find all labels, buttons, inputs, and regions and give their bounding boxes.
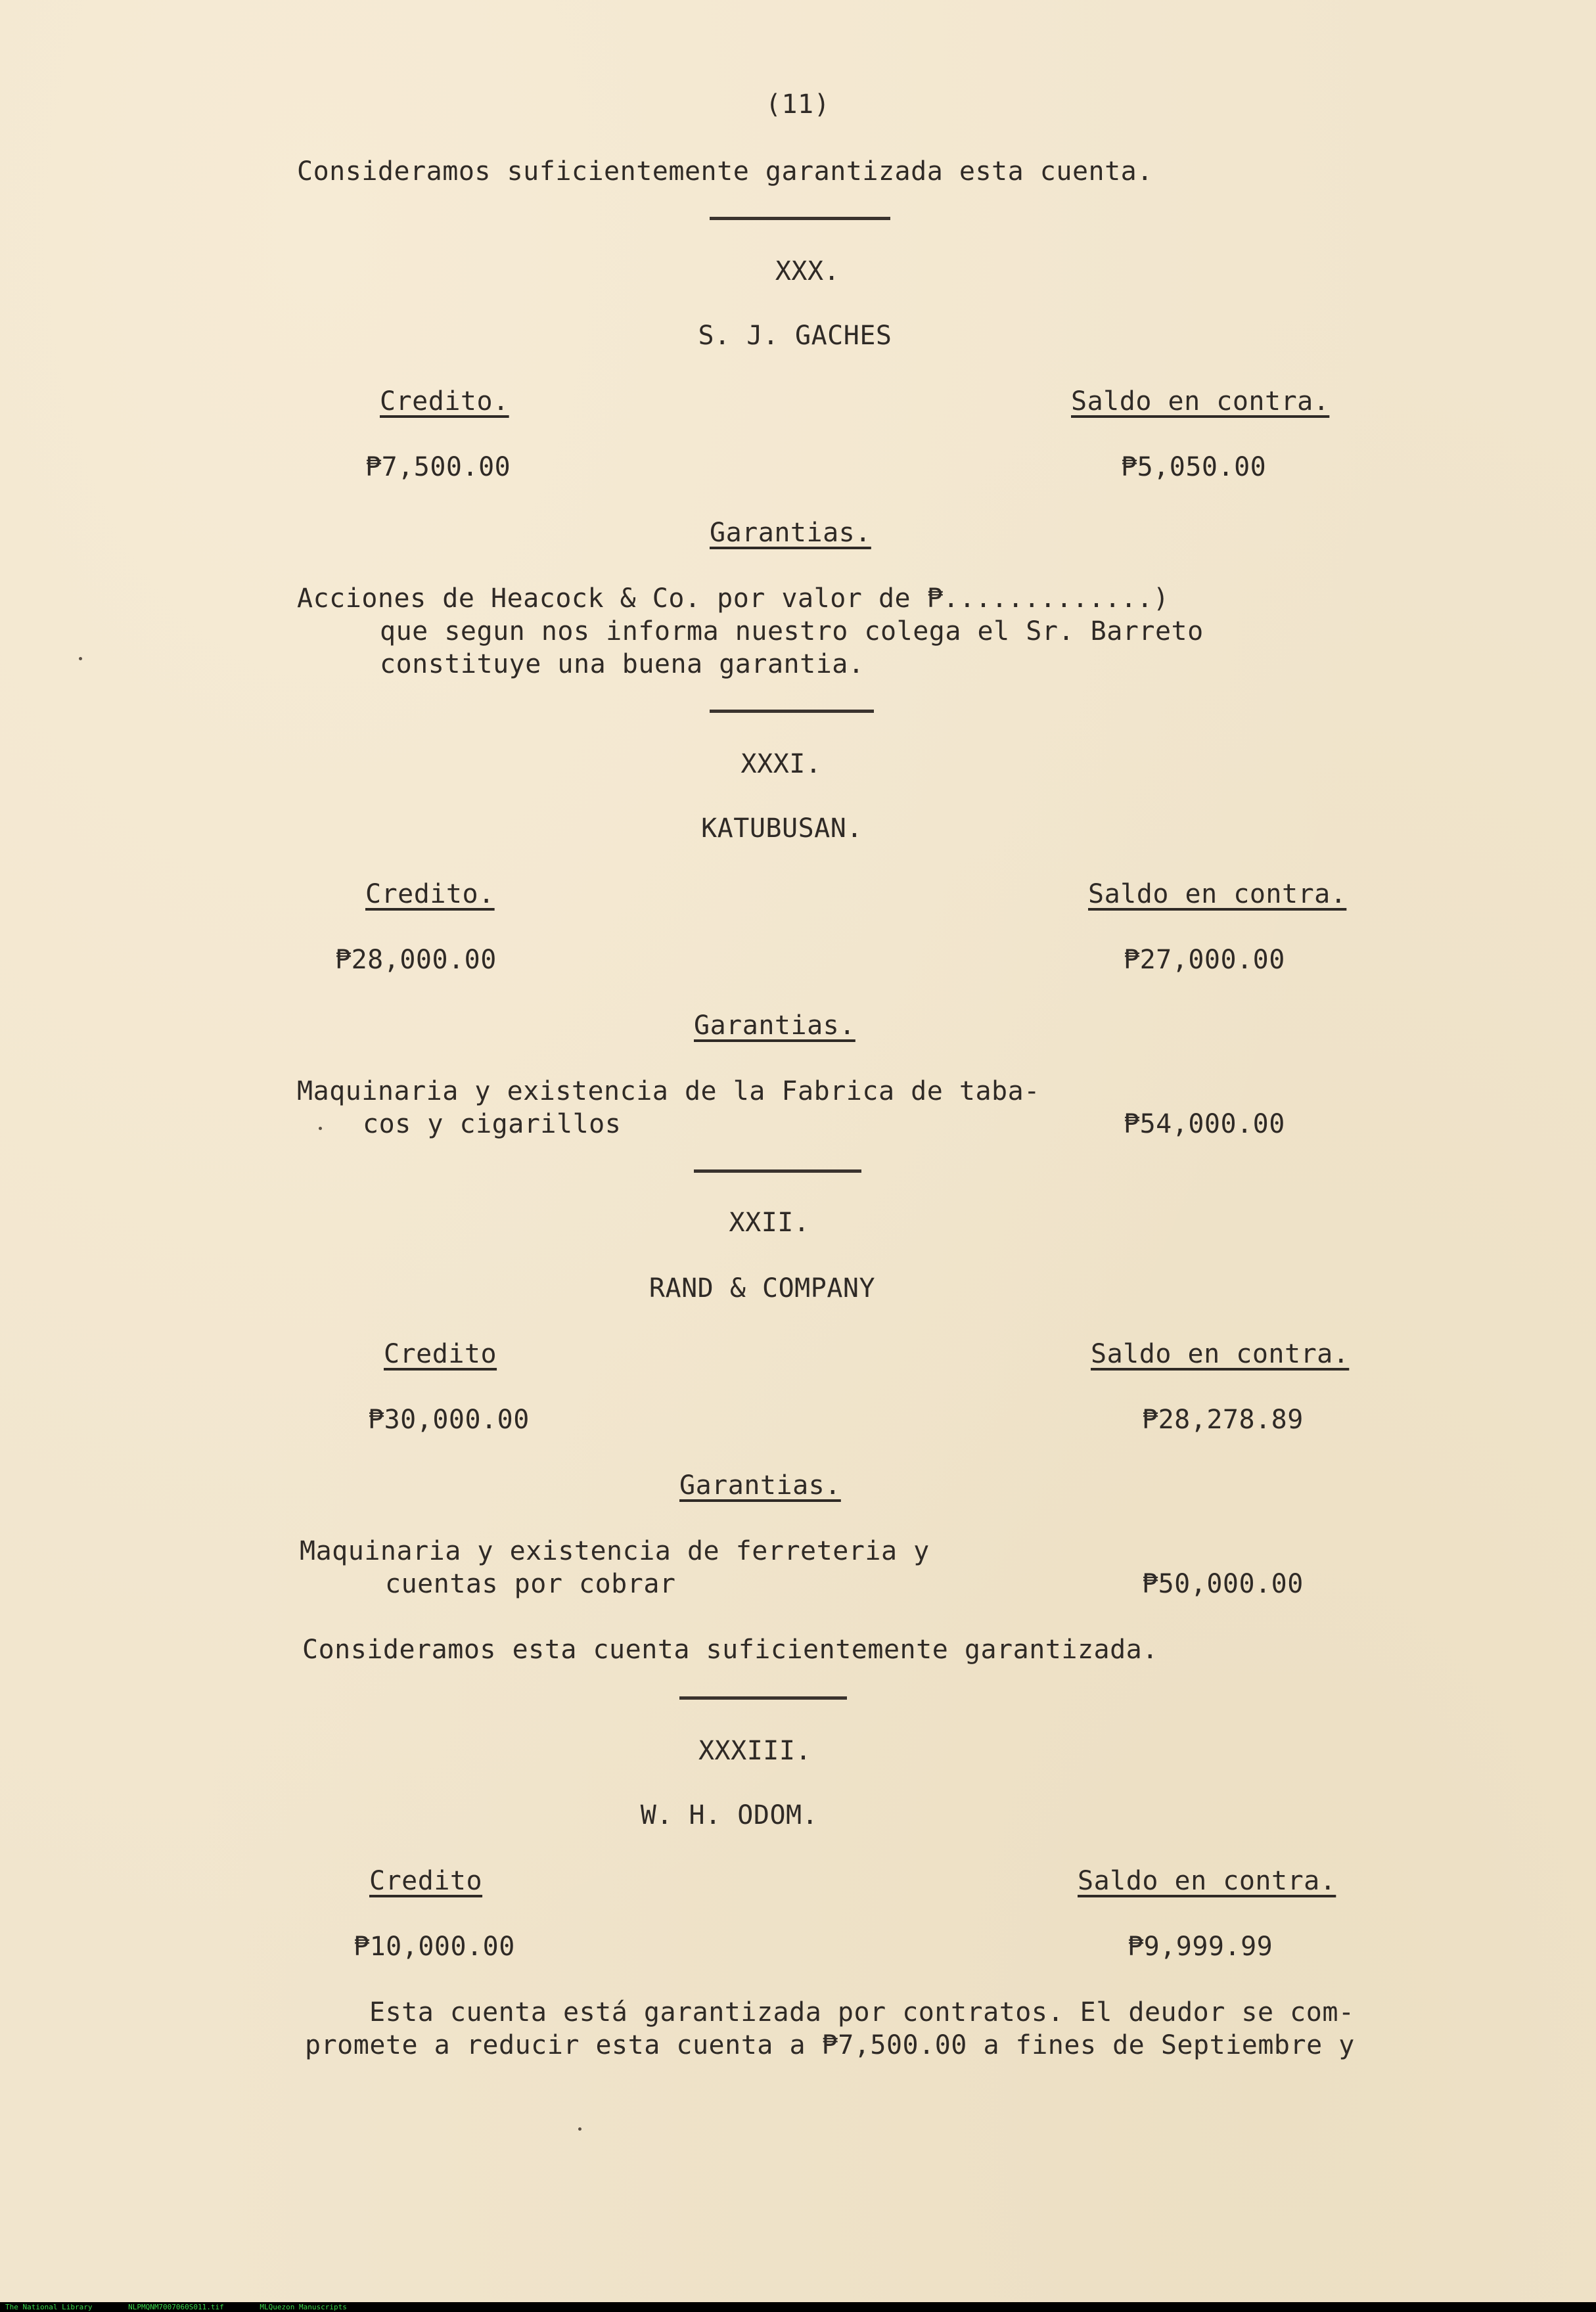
guarantee-label: Garantias. <box>679 1470 841 1501</box>
section-numeral: XXXIII. <box>698 1736 812 1766</box>
guarantee-line: constituye una buena garantia. <box>380 649 865 679</box>
closing-line: promete a reducir esta cuenta a ₱7,500.00 a fines de Septiembre y <box>305 2030 1355 2060</box>
balance-amount: ₱5,050.00 <box>1121 452 1267 482</box>
balance-label: Saldo en contra. <box>1088 879 1347 909</box>
footer-library: The National Library <box>5 2303 93 2311</box>
section-divider <box>694 1169 861 1173</box>
section-divider <box>710 217 890 220</box>
balance-amount: ₱27,000.00 <box>1124 945 1285 975</box>
guarantee-line: cuentas por cobrar <box>385 1569 676 1599</box>
guarantee-line: cos y cigarillos <box>363 1109 622 1139</box>
closing-line: Esta cuenta está garantizada por contratos. El deudor se com- <box>369 1997 1355 2028</box>
guarantee-line: Acciones de Heacock & Co. por valor de ₱.............) <box>297 583 1170 614</box>
guarantee-label: Garantias. <box>694 1010 855 1041</box>
guarantee-line: que segun nos informa nuestro colega el Sr. Barreto <box>380 616 1204 646</box>
account-name: W. H. ODOM. <box>640 1800 819 1830</box>
paper-speck <box>578 2127 581 2131</box>
credit-amount: ₱30,000.00 <box>368 1405 530 1435</box>
note-line: Consideramos esta cuenta suficientemente garantizada. <box>302 1635 1158 1665</box>
credit-label: Credito <box>384 1339 497 1369</box>
intro-line: Consideramos suficientemente garantizada esta cuenta. <box>297 156 1153 187</box>
section-divider <box>679 1696 847 1700</box>
balance-label: Saldo en contra. <box>1071 386 1330 417</box>
paper-speck <box>319 1127 322 1130</box>
account-name: S. J. GACHES <box>698 321 892 351</box>
credit-amount: ₱7,500.00 <box>365 452 511 482</box>
credit-label: Credito. <box>365 879 495 909</box>
scan-footer <box>0 2302 1596 2312</box>
guarantee-value: ₱50,000.00 <box>1142 1569 1304 1599</box>
footer-file: NLPMQNM7007060S011.tif <box>128 2303 224 2311</box>
balance-label: Saldo en contra. <box>1091 1339 1350 1369</box>
section-numeral: XXX. <box>775 256 840 286</box>
paper-speck <box>79 657 82 660</box>
guarantee-line: Maquinaria y existencia de ferreteria y <box>300 1536 930 1566</box>
guarantee-value: ₱54,000.00 <box>1124 1109 1285 1139</box>
credit-label: Credito <box>369 1866 483 1896</box>
credit-amount: ₱10,000.00 <box>353 1932 515 1962</box>
account-name: KATUBUSAN. <box>701 813 863 844</box>
footer-collection: MLQuezon Manuscripts <box>260 2303 347 2311</box>
section-divider <box>710 710 874 713</box>
guarantee-label: Garantias. <box>710 518 871 548</box>
balance-amount: ₱28,278.89 <box>1142 1405 1304 1435</box>
credit-amount: ₱28,000.00 <box>335 945 497 975</box>
page-number: (11) <box>765 89 831 120</box>
section-numeral: XXII. <box>729 1208 810 1238</box>
account-name: RAND & COMPANY <box>649 1273 876 1303</box>
guarantee-line: Maquinaria y existencia de la Fabrica de taba- <box>297 1076 1040 1106</box>
credit-label: Credito. <box>380 386 509 417</box>
section-numeral: XXXI. <box>741 749 822 779</box>
balance-amount: ₱9,999.99 <box>1128 1932 1273 1962</box>
balance-label: Saldo en contra. <box>1078 1866 1336 1896</box>
